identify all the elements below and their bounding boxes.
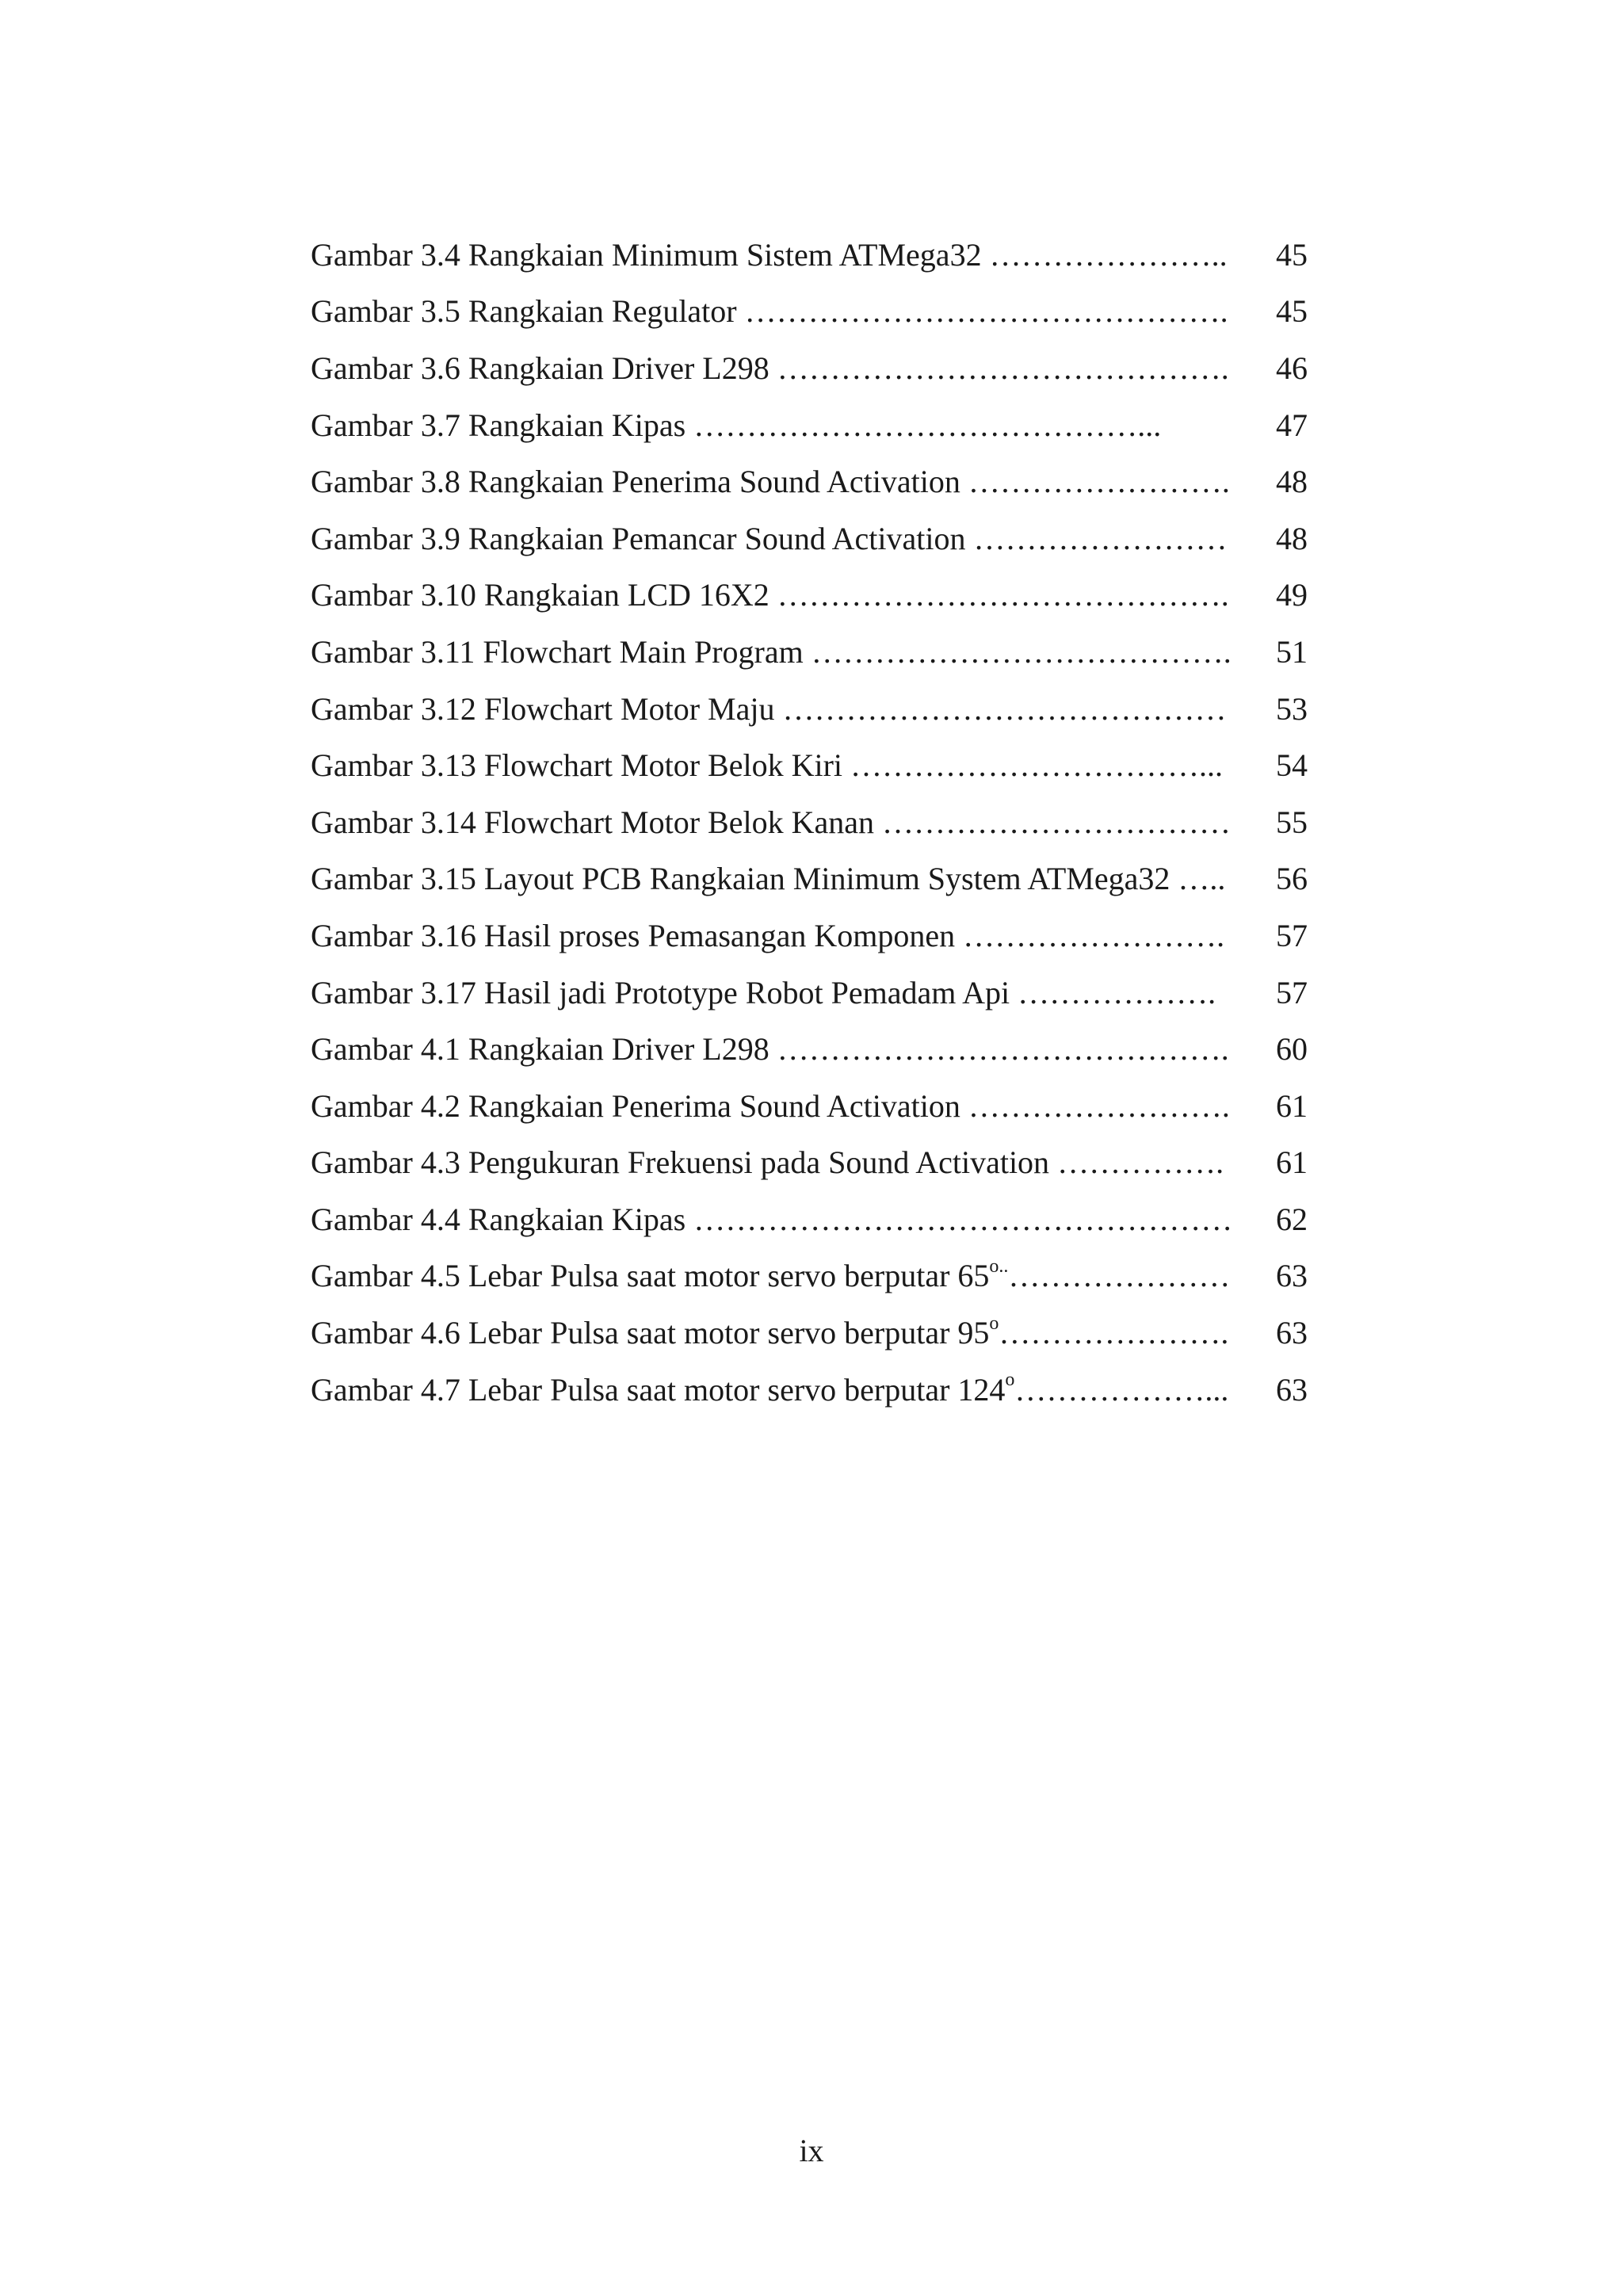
- toc-page-number: 57: [1276, 974, 1308, 1010]
- degree-superscript: o: [1005, 1370, 1015, 1391]
- toc-entry-text: [311, 236, 1276, 273]
- toc-dot-leader: …………………….: [960, 1087, 1230, 1124]
- toc-entry-label: Gambar 4.2 Rangkaian Penerima Sound Activation: [311, 1087, 960, 1124]
- toc-entry-label: Gambar 3.14 Flowchart Motor Belok Kanan: [311, 804, 874, 840]
- toc-entry: [311, 227, 1341, 284]
- toc-page-number: 47: [1276, 407, 1308, 443]
- toc-entry-label: Gambar 4.6 Lebar Pulsa saat motor servo berputar 95: [311, 1315, 990, 1351]
- toc-page-number: 63: [1276, 1258, 1308, 1294]
- toc-entry-text: [311, 1256, 1276, 1294]
- toc-dot-leader: …………………..: [981, 236, 1228, 273]
- toc-entry-text: [311, 1370, 1276, 1408]
- toc-dot-leader: …………………: [1008, 1258, 1231, 1294]
- toc-entry: [311, 624, 1341, 681]
- toc-entry-label: Gambar 3.6 Rangkaian Driver L298: [311, 350, 769, 386]
- toc-entry-label: Gambar 3.13 Flowchart Motor Belok Kiri: [311, 747, 842, 784]
- toc-entry: [311, 1135, 1341, 1192]
- toc-entry: [311, 510, 1341, 567]
- toc-dot-leader: ……………………………………: [774, 690, 1227, 727]
- toc-page-number: 48: [1276, 464, 1308, 500]
- toc-entry-text: [311, 1201, 1276, 1237]
- toc-dot-leader: ……………………: [965, 520, 1228, 556]
- toc-page-number: 62: [1276, 1201, 1308, 1237]
- toc-page-number: 49: [1276, 577, 1308, 613]
- toc-entry-label: Gambar 3.10 Rangkaian LCD 16X2: [311, 577, 769, 613]
- toc-entry: [311, 1021, 1341, 1078]
- toc-dot-leader: ………………………………….: [803, 633, 1232, 670]
- toc-page-number: 53: [1276, 690, 1308, 727]
- toc-page-number: 57: [1276, 917, 1308, 953]
- toc-entry-text: [311, 1312, 1276, 1351]
- toc-page-number: 61: [1276, 1087, 1308, 1124]
- toc-entry-label: Gambar 4.1 Rangkaian Driver L298: [311, 1031, 769, 1068]
- toc-entry: [311, 340, 1341, 397]
- toc-entry-label: Gambar 3.9 Rangkaian Pemancar Sound Activation: [311, 520, 966, 556]
- toc-entry: [311, 1191, 1341, 1248]
- toc-entry-label: Gambar 3.17 Hasil jadi Prototype Robot Pemadam Api: [311, 974, 1010, 1010]
- toc-page-number: 54: [1276, 747, 1308, 784]
- toc-entry: [311, 1248, 1341, 1305]
- toc-entry-label: Gambar 4.4 Rangkaian Kipas: [311, 1201, 686, 1237]
- toc-entry-text: [311, 350, 1276, 386]
- toc-dot-leader: ………………...: [1014, 1371, 1229, 1408]
- toc-dot-leader: ……………….: [1010, 974, 1216, 1010]
- toc-entry-text: [311, 863, 1276, 895]
- toc-page-number: 56: [1276, 861, 1308, 897]
- toc-dot-leader: …..: [1170, 861, 1226, 897]
- toc-entry: [311, 453, 1341, 510]
- toc-page-number: 55: [1276, 804, 1308, 840]
- toc-dot-leader: ………………….: [999, 1315, 1229, 1351]
- toc-entry-label: Gambar 4.5 Lebar Pulsa saat motor servo berputar 65: [311, 1258, 990, 1294]
- toc-entry-label: Gambar 3.7 Rangkaian Kipas: [311, 407, 686, 443]
- toc-dot-leader: ……………………………………….: [736, 293, 1228, 330]
- degree-superscript: o: [989, 1312, 999, 1334]
- toc-page-number: 63: [1276, 1315, 1308, 1351]
- toc-dot-leader: ……………………………...: [842, 747, 1223, 784]
- toc-dot-leader: …………………….: [960, 464, 1230, 500]
- toc-page-number: 45: [1276, 293, 1308, 330]
- toc-entry-text: [311, 1087, 1276, 1124]
- toc-entry: [311, 851, 1341, 908]
- toc-entry-text: [311, 1031, 1276, 1068]
- toc-entry: [311, 1305, 1341, 1362]
- toc-entry-text: [311, 466, 1276, 498]
- toc-entry-label: Gambar 3.15 Layout PCB Rangkaian Minimum System ATMega32: [311, 861, 1170, 897]
- toc-entry: [311, 397, 1341, 454]
- toc-dot-leader: ……………………………………...: [685, 407, 1162, 443]
- toc-entry-label: Gambar 3.11 Flowchart Main Program: [311, 633, 804, 670]
- toc-dot-leader: …………………………………….: [769, 350, 1229, 386]
- toc-dot-leader: ……………………………: [873, 804, 1231, 840]
- list-of-figures: [311, 227, 1341, 1418]
- toc-entry: [311, 794, 1341, 851]
- toc-entry: [311, 907, 1341, 965]
- toc-entry: [311, 737, 1341, 794]
- toc-entry-label: Gambar 4.3 Pengukuran Frekuensi pada Sound Activation: [311, 1144, 1050, 1181]
- toc-dot-leader: …………………………………….: [769, 1031, 1229, 1068]
- toc-entry-label: Gambar 3.5 Rangkaian Regulator: [311, 293, 737, 330]
- toc-entry-text: [311, 293, 1276, 330]
- toc-dot-leader: …………………….: [955, 917, 1225, 953]
- toc-entry: [311, 567, 1341, 625]
- toc-page-number: 46: [1276, 350, 1308, 386]
- toc-entry: [311, 681, 1341, 738]
- toc-entry-label: Gambar 3.16 Hasil proses Pemasangan Komponen: [311, 917, 956, 953]
- toc-entry: [311, 965, 1341, 1022]
- toc-entry-text: [311, 804, 1276, 840]
- toc-entry-text: [311, 917, 1276, 953]
- toc-page-number: 61: [1276, 1144, 1308, 1181]
- toc-page-number: 48: [1276, 520, 1308, 556]
- toc-entry: [311, 1362, 1341, 1419]
- toc-entry-text: [311, 690, 1276, 727]
- toc-entry: [311, 1078, 1341, 1135]
- toc-entry-label: Gambar 3.8 Rangkaian Penerima Sound Activation: [311, 464, 960, 500]
- toc-dot-leader: …………………………………….: [769, 577, 1229, 613]
- toc-entry-label: Gambar 4.7 Lebar Pulsa saat motor servo berputar 124: [311, 1371, 1006, 1408]
- toc-entry-label: Gambar 3.4 Rangkaian Minimum Sistem ATMega32: [311, 236, 982, 273]
- toc-page-number: 60: [1276, 1031, 1308, 1068]
- toc-entry: [311, 284, 1341, 341]
- toc-entry-text: [311, 633, 1276, 670]
- toc-dot-leader: …………….: [1049, 1144, 1224, 1181]
- toc-dot-leader: ……………………………………………: [685, 1201, 1233, 1237]
- toc-page-number: 45: [1276, 236, 1308, 273]
- toc-entry-text: [311, 974, 1276, 1010]
- toc-page-number: 51: [1276, 633, 1308, 670]
- page-number: ix: [799, 2133, 824, 2168]
- toc-entry-text: [311, 1144, 1276, 1181]
- toc-entry-text: [311, 520, 1276, 556]
- toc-page-number: 63: [1276, 1371, 1308, 1408]
- toc-entry-text: [311, 747, 1276, 784]
- degree-superscript: o..: [989, 1256, 1009, 1278]
- toc-entry-text: [311, 579, 1276, 611]
- toc-entry-label: Gambar 3.12 Flowchart Motor Maju: [311, 690, 775, 727]
- toc-entry-text: [311, 407, 1276, 443]
